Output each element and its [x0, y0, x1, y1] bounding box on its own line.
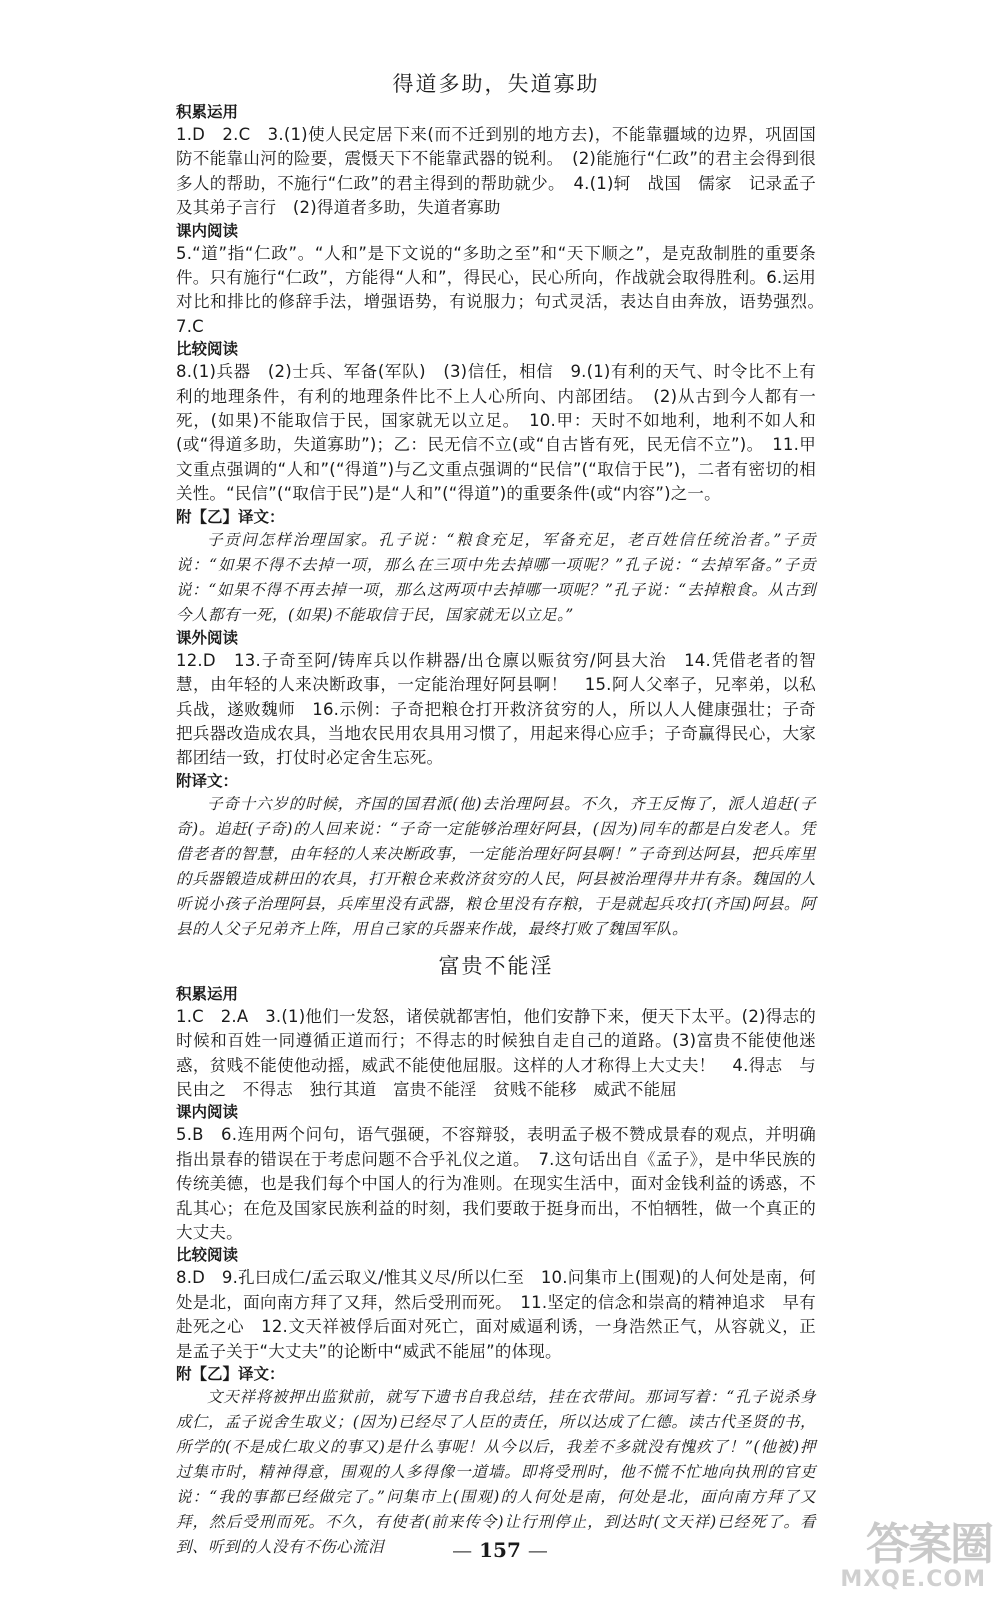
translation-paragraph: 子奇十六岁的时候，齐国的国君派(他)去治理阿县。不久，齐王反悔了，派人追赶(子奇)。追赶(子奇)的人回来说：“子奇一定能够治理好阿县，(因为)同车的都是白发老人。凭借老者的智慧，由年轻的人来决断政事，一定能治理好阿县啊！”子奇到达阿县，把兵库里的兵器锻造成耕田的农具，打开粮仓来救济贫穷的人民，阿县被治理得井井有条。魏国的人听说小孩子治理阿县，兵库里没有武器，粮仓里没有存粮，于是就起兵攻打(齐国)阿县。阿县的人父子兄弟齐上阵，用自己家的兵器来作战，最终打败了魏国军队。 — [176, 794, 817, 938]
heading-comparative-reading: 比较阅读 — [176, 340, 239, 359]
section-title: 富贵不能淫 — [438, 953, 554, 978]
page-number-value: 157 — [479, 1538, 521, 1562]
translation-paragraph: 子贡问怎样治理国家。孔子说：“粮食充足，军备充足，老百姓信任统治者。”子贡说：“如果不得不去掉一项，那么在三项中先去掉哪一项呢？”孔子说：“去掉军备。”子贡说：“如果不得不再去掉一项，那么这两项中去掉哪一项呢？”孔子说：“去掉粮食。从古到今人都有一死，(如果)不能取信于民，国家就无以立足。” — [176, 530, 816, 624]
heading-accumulate: 积累运用 — [176, 984, 239, 1003]
page-number-dash: — — [452, 1538, 473, 1562]
page-number-dash: — — [527, 1538, 548, 1562]
heading-translation-b: 附【乙】译文： — [176, 507, 285, 526]
heading-accumulate: 积累运用 — [176, 103, 239, 121]
answer-paragraph: 1.C 2.A 3.(1)他们一发怒，诸侯就都害怕，他们安静下来，便天下太平。(2)得志的时候和百姓一同遵循正道而行；不得志的时候独自走自己的道路。(3)富贵不能使他迷惑，贫贱不能使他动摇，威武不能使他屈服。这样的人才称得上大丈夫！ 4.得志 与民由之 不得志 独行其道 富贵不能淫 贫贱不能移 威武不能屈 — [176, 1006, 816, 1099]
section-title: 得道多助，失道寡助 — [392, 72, 600, 96]
page-content — [176, 68, 833, 1560]
heading-in-class-reading: 课内阅读 — [176, 221, 239, 240]
heading-translation: 附译文： — [176, 771, 239, 790]
answer-paragraph: 5.B 6.连用两个问句，语气强硬，不容辩驳，表明孟子极不赞成景春的观点，并明确指出景春的错误在于考虑问题不合乎礼仪之道。 7.这句话出自《孟子》，是中华民族的传统美德，也是我们每个中国人的行为准则。在现实生活中，面对金钱利益的诱惑，不乱其心；在危及国家民族利益的时刻，我们要敢于挺身而出，不怕牺牲，做一个真正的大丈夫。 — [176, 1125, 816, 1242]
translation-paragraph: 文天祥将被押出监狱前，就写下遗书自我总结，挂在衣带间。那词写着：“孔子说杀身成仁，孟子说舍生取义；(因为)已经尽了人臣的责任，所以达成了仁德。读古代圣贤的书，所学的(不是成仁取义的事又)是什么事呢！从今以后，我差不多就没有愧疚了！”(他被)押过集市时，精神得意，围观的人多得像一道墙。即将受刑时，他不慌不忙地向执刑的官吏说：“我的事都已经做完了。”问集市上(围观)的人何处是南，何处是北，面向南方拜了又拜，然后受刑而死。不久，有使者(前来传令)让行刑停止，到达时(文天祥)已经死了。看到、听到的人没有不伤心流泪 — [176, 1388, 816, 1556]
heading-in-class-reading: 课内阅读 — [176, 1103, 239, 1122]
answer-paragraph: 8.(1)兵器 (2)士兵、军备(军队) (3)信任，相信 9.(1)有利的天气、时令比不上有利的地理条件，有利的地理条件比不上人心所向、内部团结。 (2)从古到今人都有一死，(如果)不能取信于民，国家就无以立足。 10.甲：天时不如地利，地利不如人和(或“得道多助，失道寡助”)；乙：民无信不立(或“自古皆有死，民无信不立”)。 11.甲文重点强调的“人和”(“得道”)与乙文重点强调的“民信”(“取信于民”)，二者有密切的相关性。“民信”(“取信于民”)是“人和”(“得道”)的重要条件(或“内容”)之一。 — [176, 362, 816, 504]
answer-paragraph: 5.“道”指“仁政”。“人和”是下文说的“多助之至”和“天下顺之”，是克敌制胜的重要条件。只有施行“仁政”，方能得“人和”，得民心，民心所向，作战就会取得胜利。6.运用对比和排比的修辞手法，增强语势，有说服力；句式灵活，表达自由奔放，语势强烈。 7.C — [176, 243, 833, 336]
heading-translation-b: 附【乙】译文： — [176, 1365, 285, 1383]
answer-paragraph: 8.D 9.孔曰成仁/孟云取义/惟其义尽/所以仁至 10.问集市上(围观)的人何处是南，何处是北，面向南方拜了又拜，然后受刑而死。 11.坚定的信念和崇高的精神追求 早有赴死之心 12.文天祥被俘后面对死亡，面对威逼利诱，一身浩然正气，从容就义，正是孟子关于“大丈夫”的论断中“威武不能屈”的体现。 — [176, 1268, 816, 1361]
answer-paragraph: 1.D 2.C 3.(1)使人民定居下来(而不迁到别的地方去)，不能靠疆域的边界，巩固国防不能靠山河的险要，震慑天下不能靠武器的锐利。 (2)能施行“仁政”的君主会得到很多人的帮助，不施行“仁政”的君主得到的帮助就少。 4.(1)轲 战国 儒家 记录孟子及其弟子言行 (2)得道者多助，失道者寡助 — [176, 125, 816, 218]
watermark-url: MXQE.COM — [840, 1567, 986, 1592]
heading-comparative-reading: 比较阅读 — [176, 1246, 239, 1265]
answer-paragraph: 12.D 13.子奇至阿/铸库兵以作耕器/出仓廪以赈贫穷/阿县大治 14.凭借老者的智慧，由年轻的人来决断政事，一定能治理好阿县啊！ 15.阿人父率子，兄率弟，以私兵战，遂败魏师 16.示例：子奇把粮仓打开救济贫穷的人，所以人人健康强壮；子奇把兵器改造成农具，当地农民用农具用习惯了，用起来得心应手；子奇赢得民心，大家都团结一致，打仗时必定舍生忘死。 — [176, 650, 816, 768]
heading-extracurricular-reading: 课外阅读 — [176, 628, 239, 647]
site-watermark — [802, 1508, 992, 1592]
watermark-logo-text: 答案圈 — [866, 1519, 992, 1570]
